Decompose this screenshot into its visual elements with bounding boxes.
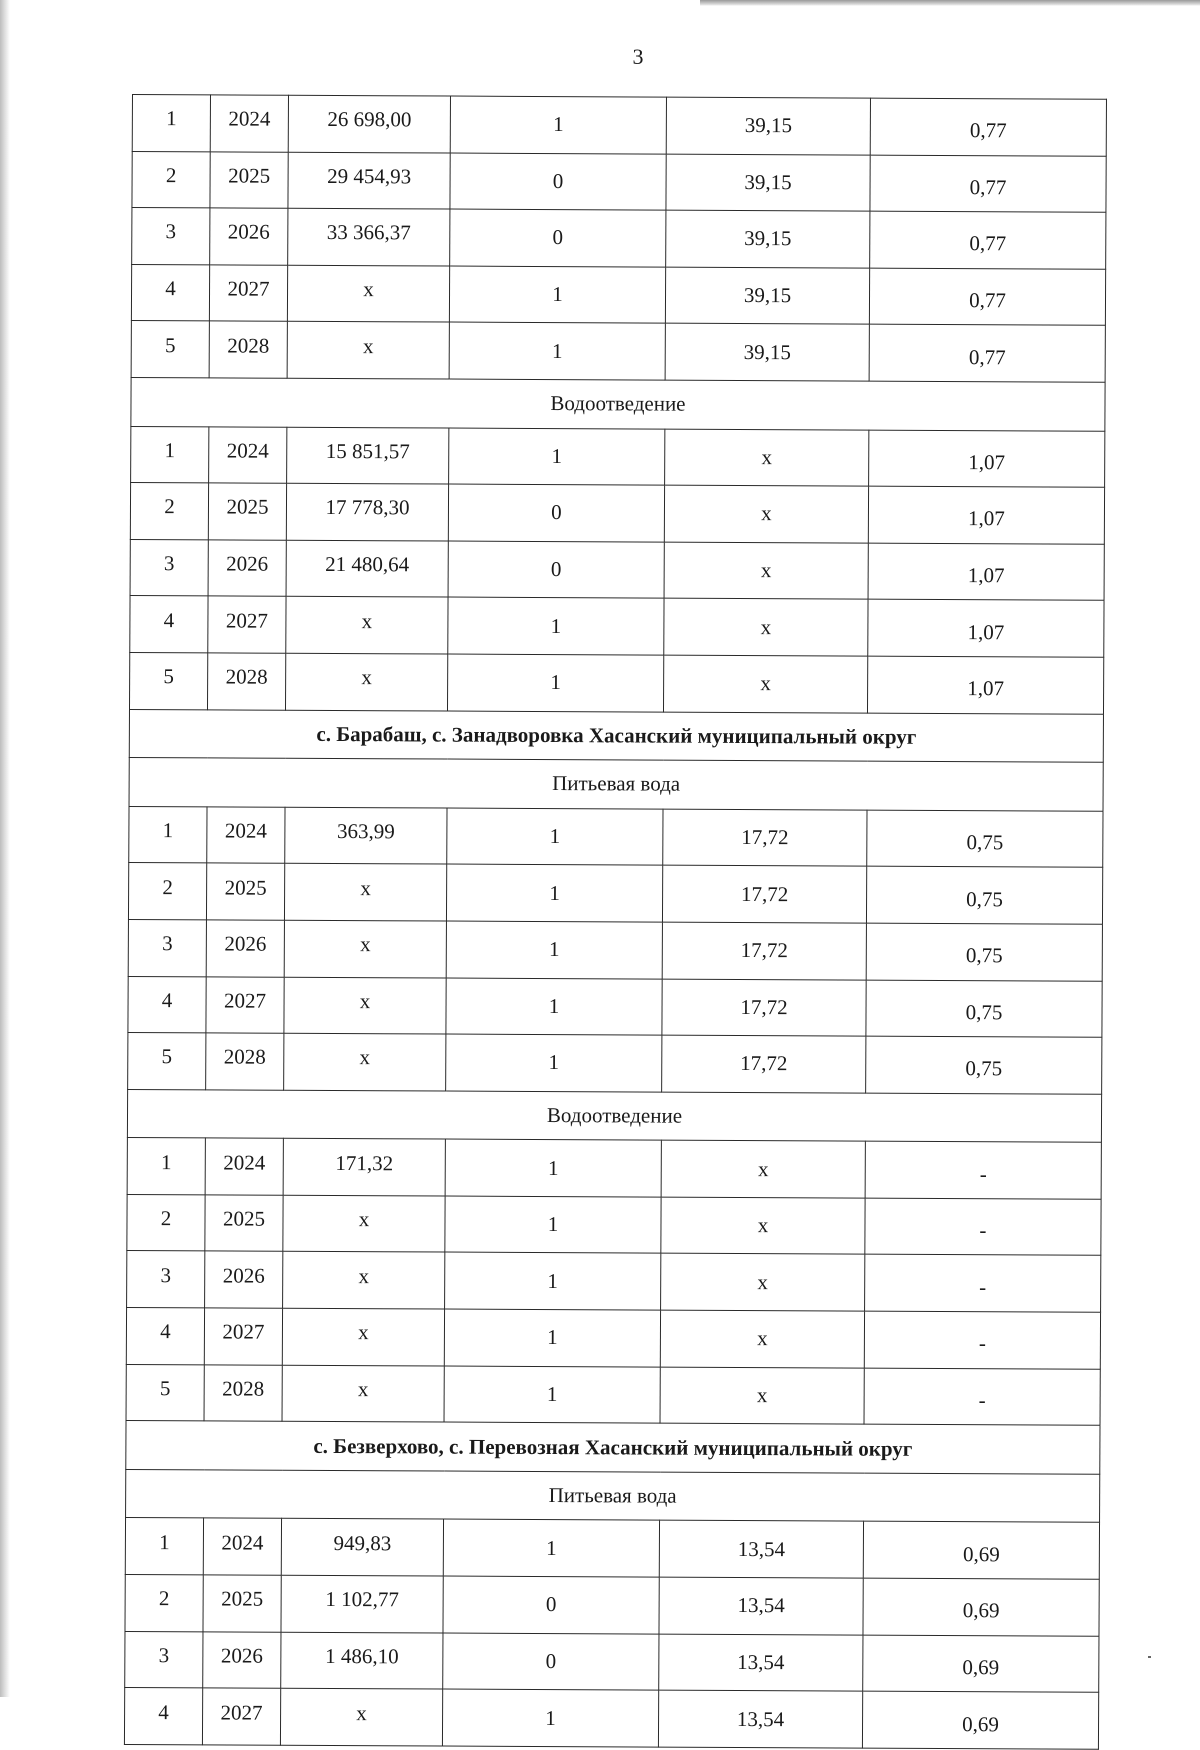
coefficient-cell: 0,69 — [863, 1578, 1099, 1636]
year-cell: 2026 — [210, 208, 288, 265]
row-number-cell: 1 — [127, 1138, 205, 1195]
flag-cell: 1 — [442, 1689, 658, 1747]
coefficient-cell: 0,69 — [863, 1635, 1099, 1693]
region-heading: с. Барабаш, с. Занадворовка Хасанский муниципальный округ — [129, 709, 1103, 762]
section-heading: Питьевая вода — [129, 758, 1103, 811]
value-cell: x — [660, 1310, 864, 1368]
volume-cell: x — [284, 977, 446, 1034]
coefficient-cell: 0,75 — [866, 923, 1102, 981]
year-cell: 2024 — [209, 426, 287, 483]
volume-cell: 363,99 — [285, 807, 447, 864]
table-row — [130, 483, 1104, 544]
year-cell: 2027 — [209, 265, 287, 322]
volume-cell: 1 486,10 — [281, 1632, 443, 1689]
volume-cell: x — [284, 1033, 446, 1090]
table-row — [128, 1033, 1102, 1094]
section-heading: Питьевая вода — [126, 1469, 1100, 1522]
year-cell: 2025 — [210, 151, 288, 208]
flag-cell: 0 — [448, 484, 664, 542]
coefficient-cell: 0,77 — [870, 211, 1106, 269]
volume-cell: x — [283, 1252, 445, 1309]
page-number: 3 — [632, 44, 644, 69]
year-cell: 2027 — [208, 596, 286, 653]
value-cell: 17,72 — [662, 1035, 866, 1093]
coefficient-cell: 0,77 — [869, 268, 1105, 326]
value-cell: 17,72 — [662, 922, 866, 980]
row-number-cell: 3 — [130, 539, 208, 596]
year-cell: 2026 — [205, 1251, 283, 1308]
flag-cell: 0 — [443, 1633, 659, 1691]
value-cell: 13,54 — [659, 1634, 863, 1692]
flag-cell: 1 — [446, 864, 662, 922]
coefficient-cell: - — [865, 1255, 1101, 1313]
year-cell: 2025 — [206, 863, 284, 920]
table-row — [125, 1631, 1099, 1692]
section-heading-row — [129, 758, 1103, 811]
value-cell: x — [660, 1367, 864, 1425]
scan-edge-top — [700, 0, 1200, 6]
coefficient-cell: 0,77 — [870, 155, 1106, 213]
flag-cell: 1 — [447, 808, 663, 866]
region-heading-row — [129, 709, 1103, 762]
year-cell: 2024 — [210, 95, 288, 152]
coefficient-cell: 0,75 — [866, 866, 1102, 924]
coefficient-cell: - — [865, 1141, 1101, 1199]
row-number-cell: 4 — [124, 1688, 202, 1745]
row-number-cell: 4 — [131, 264, 209, 321]
year-cell: 2026 — [208, 540, 286, 597]
value-cell: 39,15 — [666, 154, 870, 212]
section-heading-row — [127, 1089, 1101, 1142]
coefficient-cell: 0,75 — [866, 1036, 1102, 1094]
year-cell: 2027 — [204, 1308, 282, 1365]
section-heading: Водоотведение — [127, 1089, 1101, 1142]
flag-cell: 1 — [450, 96, 666, 154]
row-number-cell: 2 — [130, 483, 208, 540]
year-cell: 2025 — [208, 483, 286, 540]
table-row — [131, 264, 1105, 325]
value-cell: x — [664, 542, 868, 600]
table-row — [128, 976, 1102, 1037]
table-row — [132, 208, 1106, 269]
volume-cell: x — [282, 1365, 444, 1422]
year-cell: 2025 — [205, 1195, 283, 1252]
row-number-cell: 4 — [130, 596, 208, 653]
coefficient-cell: - — [864, 1368, 1100, 1426]
value-cell: 39,15 — [665, 267, 869, 325]
coefficient-cell: - — [865, 1198, 1101, 1256]
row-number-cell: 1 — [129, 806, 207, 863]
volume-cell: x — [284, 864, 446, 921]
flag-cell: 1 — [443, 1519, 659, 1577]
flag-cell: 1 — [449, 428, 665, 486]
volume-cell: 15 851,57 — [287, 427, 449, 484]
row-number-cell: 5 — [131, 321, 209, 378]
value-cell: x — [663, 655, 867, 713]
flag-cell: 1 — [448, 597, 664, 655]
year-cell: 2025 — [203, 1575, 281, 1632]
table-row — [128, 919, 1102, 980]
coefficient-cell: 1,07 — [868, 543, 1104, 601]
row-number-cell: 5 — [129, 652, 207, 709]
value-cell: 13,54 — [659, 1577, 863, 1635]
coefficient-cell: 1,07 — [868, 486, 1104, 544]
volume-cell: 949,83 — [281, 1519, 443, 1576]
volume-cell: x — [283, 1195, 445, 1252]
coefficient-cell: 0,69 — [863, 1522, 1099, 1580]
volume-cell: 171,32 — [283, 1139, 445, 1196]
year-cell: 2027 — [206, 976, 284, 1033]
coefficient-cell: 1,07 — [869, 430, 1105, 488]
year-cell: 2024 — [207, 807, 285, 864]
flag-cell: 1 — [445, 1253, 661, 1311]
year-cell: 2024 — [205, 1138, 283, 1195]
section-heading-row — [126, 1469, 1100, 1522]
year-cell: 2028 — [206, 1033, 284, 1090]
year-cell: 2028 — [204, 1365, 282, 1422]
coefficient-cell: 1,07 — [868, 599, 1104, 657]
volume-cell: 33 366,37 — [288, 208, 450, 265]
table-row — [125, 1575, 1099, 1636]
volume-cell: x — [284, 920, 446, 977]
flag-cell: 0 — [450, 153, 666, 211]
flag-cell: 0 — [443, 1576, 659, 1634]
row-number-cell: 2 — [128, 863, 206, 920]
value-cell: 13,54 — [659, 1521, 863, 1579]
value-cell: x — [664, 598, 868, 656]
volume-cell: 17 778,30 — [286, 483, 448, 540]
row-number-cell: 4 — [126, 1308, 204, 1365]
table-row — [127, 1251, 1101, 1312]
volume-cell: 21 480,64 — [286, 540, 448, 597]
table-row — [131, 426, 1105, 487]
table-row — [127, 1194, 1101, 1255]
section-heading-row — [131, 377, 1105, 430]
value-cell: 39,15 — [666, 97, 870, 155]
row-number-cell: 3 — [125, 1631, 203, 1688]
flag-cell: 1 — [445, 1139, 661, 1197]
coefficient-cell: 0,75 — [866, 980, 1102, 1038]
section-heading: Водоотведение — [131, 377, 1105, 430]
year-cell: 2027 — [202, 1688, 280, 1745]
volume-cell: 26 698,00 — [288, 95, 450, 152]
volume-cell: x — [287, 322, 449, 379]
volume-cell: 1 102,77 — [281, 1575, 443, 1632]
value-cell: 39,15 — [666, 210, 870, 268]
table-row — [129, 652, 1103, 713]
scan-speck — [1148, 1656, 1151, 1658]
flag-cell: 1 — [449, 266, 665, 324]
volume-cell: x — [280, 1688, 442, 1745]
row-number-cell: 5 — [128, 1033, 206, 1090]
row-number-cell: 2 — [125, 1575, 203, 1632]
coefficient-cell: 0,75 — [867, 810, 1103, 868]
coefficient-cell: - — [864, 1311, 1100, 1369]
row-number-cell: 1 — [131, 426, 209, 483]
flag-cell: 1 — [444, 1309, 660, 1367]
volume-cell: x — [285, 653, 447, 710]
coefficient-cell: 1,07 — [867, 656, 1103, 714]
scan-edge-left — [0, 0, 10, 1697]
volume-cell: 29 454,93 — [288, 152, 450, 209]
table-row — [126, 1364, 1100, 1425]
table-row — [129, 806, 1103, 867]
row-number-cell: 1 — [125, 1518, 203, 1575]
table-row — [131, 321, 1105, 382]
year-cell: 2028 — [207, 653, 285, 710]
table-row — [127, 1138, 1101, 1199]
table-row — [125, 1518, 1099, 1579]
table-row — [126, 1308, 1100, 1369]
year-cell: 2026 — [206, 920, 284, 977]
value-cell: x — [661, 1140, 865, 1198]
region-heading-row — [126, 1421, 1100, 1474]
value-cell: x — [664, 485, 868, 543]
row-number-cell: 3 — [132, 208, 210, 265]
volume-cell: x — [287, 265, 449, 322]
value-cell: x — [661, 1254, 865, 1312]
table-row — [128, 863, 1102, 924]
value-cell: x — [665, 429, 869, 487]
row-number-cell: 5 — [126, 1364, 204, 1421]
table-body — [124, 95, 1106, 1750]
flag-cell: 1 — [449, 322, 665, 380]
table-row — [132, 151, 1106, 212]
coefficient-cell: 0,69 — [862, 1691, 1098, 1749]
value-cell: 13,54 — [658, 1690, 862, 1748]
value-cell: x — [661, 1197, 865, 1255]
region-heading: с. Безверхово, с. Перевозная Хасанский муниципальный округ — [126, 1421, 1100, 1474]
flag-cell: 1 — [445, 1196, 661, 1254]
row-number-cell: 1 — [132, 95, 210, 152]
flag-cell: 1 — [446, 921, 662, 979]
coefficient-cell: 0,77 — [869, 324, 1105, 382]
table-row — [130, 539, 1104, 600]
flag-cell: 1 — [446, 978, 662, 1036]
value-cell: 17,72 — [663, 809, 867, 867]
value-cell: 17,72 — [662, 865, 866, 923]
year-cell: 2026 — [203, 1631, 281, 1688]
row-number-cell: 2 — [132, 151, 210, 208]
table-row — [132, 95, 1106, 156]
flag-cell: 1 — [446, 1034, 662, 1092]
flag-cell: 0 — [450, 209, 666, 267]
row-number-cell: 3 — [128, 919, 206, 976]
flag-cell: 1 — [444, 1366, 660, 1424]
volume-cell: x — [286, 597, 448, 654]
table-row — [130, 596, 1104, 657]
row-number-cell: 4 — [128, 976, 206, 1033]
value-cell: 39,15 — [665, 323, 869, 381]
flag-cell: 1 — [447, 654, 663, 712]
row-number-cell: 2 — [127, 1194, 205, 1251]
value-cell: 17,72 — [662, 979, 866, 1037]
tariff-table — [124, 94, 1107, 1750]
year-cell: 2024 — [203, 1518, 281, 1575]
year-cell: 2028 — [209, 321, 287, 378]
coefficient-cell: 0,77 — [870, 98, 1106, 156]
flag-cell: 0 — [448, 541, 664, 599]
volume-cell: x — [282, 1308, 444, 1365]
row-number-cell: 3 — [127, 1251, 205, 1308]
